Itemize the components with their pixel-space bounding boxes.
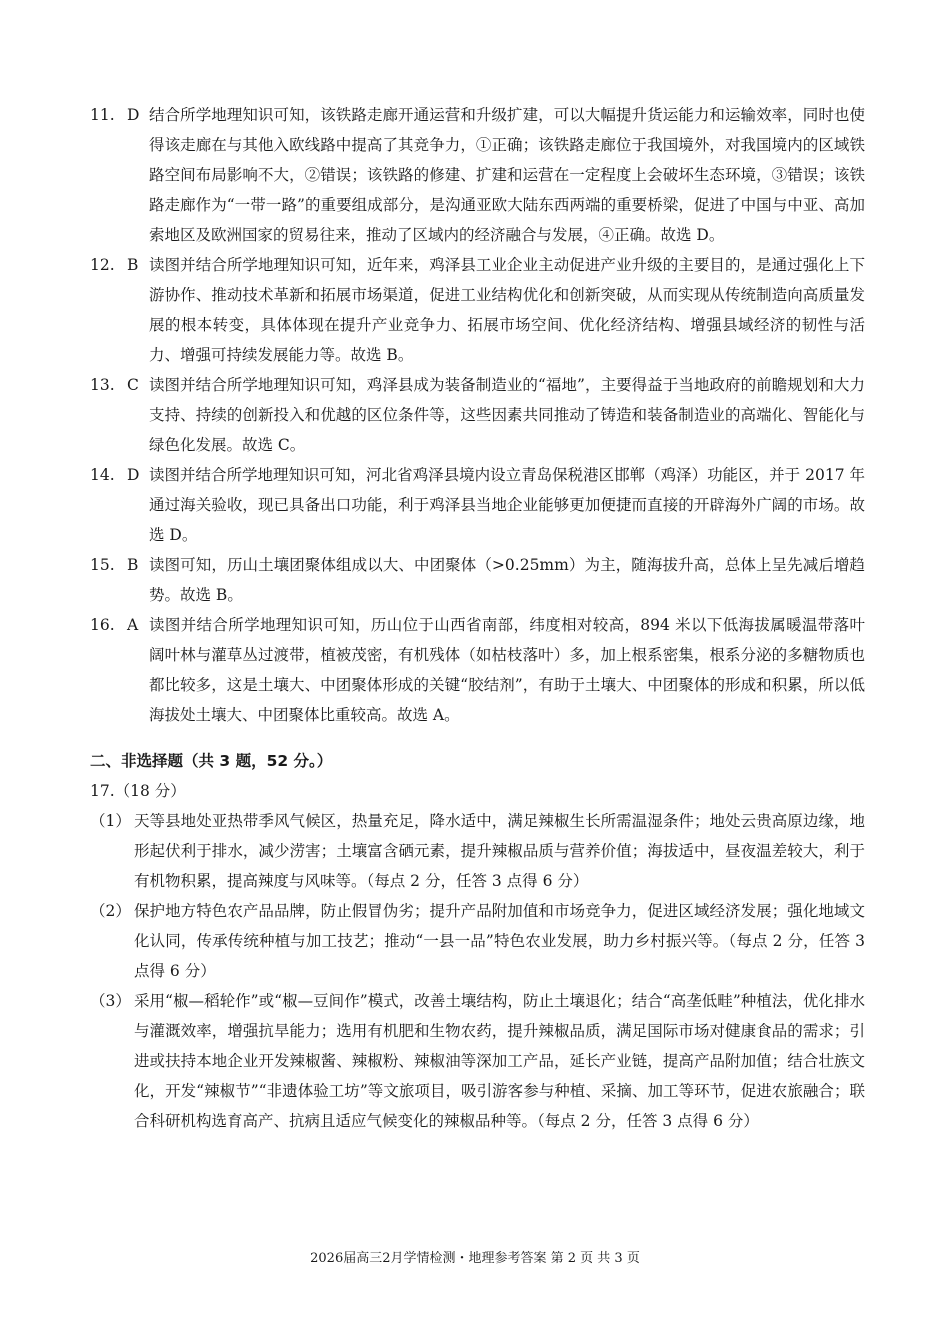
answer-item-15 (90, 550, 865, 610)
sub-question-number: （3） (90, 992, 131, 1010)
answer-letter: D (127, 466, 140, 484)
sub-answer-text: 采用“椒—稻轮作”或“椒—豆间作”模式，改善土壤结构，防止土壤退化；结合“高垄低畦”种植法，优化排水与灌溉效率，增强抗旱能力；选用有机肥和生物农药，提升辣椒品质，满足国际市场对健康食品的需求；引进或扶持本地企业开发辣椒酱、辣椒粉、辣椒油等深加工产品，延长产业链，提高产品附加值；结合壮族文化，开发“辣椒节”“非遗体验工坊”等文旅项目，吸引游客参与种植、采摘、加工等环节，促进农旅融合；联合科研机构选育高产、抗病且适应气候变化的辣椒品种等。（每点 2 分，任答 3 点得 6 分） (134, 992, 865, 1130)
question-number: 12. (90, 256, 115, 274)
sub-question-number: （2） (90, 902, 131, 920)
question-17-answers (90, 806, 865, 1136)
choice-answer-list (90, 100, 865, 730)
question-number: 13. (90, 376, 115, 394)
question-number: 14. (90, 466, 115, 484)
answer-explanation: 读图并结合所学地理知识可知，近年来，鸡泽县工业企业主动促进产业升级的主要目的，是通过强化上下游协作、推动技术革新和拓展市场渠道，促进工业结构优化和创新突破，从而实现从传统制造向高质量发展的根本转变，具体体现在提升产业竞争力、拓展市场空间、优化经济结构、增强县域经济的韧性与活力、增强可持续发展能力等。故选 B。 (149, 256, 865, 364)
page-footer: 2026届高三2月学情检测・地理参考答案 第 2 页 共 3 页 (310, 1251, 640, 1266)
answer-letter: A (127, 616, 139, 634)
answer-explanation: 读图并结合所学地理知识可知，历山位于山西省南部，纬度相对较高，894 米以下低海拔属暖温带落叶阔叶林与灌草丛过渡带，植被茂密，有机残体（如枯枝落叶）多，加上根系密集，根系分泌的多糖物质也都比较多，这是土壤大、中团聚体形成的关键“胶结剂”，有助于土壤大、中团聚体的形成和积累，所以低海拔处土壤大、中团聚体比重较高。故选 A。 (149, 616, 865, 724)
answer-item-16 (90, 610, 865, 730)
sub-answer-2 (90, 896, 865, 986)
section-heading: 二、非选择题（共 3 题，52 分。） (90, 752, 333, 770)
question-number: 15. (90, 556, 115, 574)
sub-answer-3 (90, 986, 865, 1136)
question-number: 11. (90, 106, 115, 124)
sub-answer-text: 天等县地处亚热带季风气候区，热量充足，降水适中，满足辣椒生长所需温湿条件；地处云贵高原边缘，地形起伏利于排水，减少涝害；土壤富含硒元素，提升辣椒品质与营养价值；海拔适中，昼夜温差较大，利于有机物积累，提高辣度与风味等。（每点 2 分，任答 3 点得 6 分） (134, 812, 865, 890)
answer-letter: D (127, 106, 140, 124)
answer-item-12 (90, 250, 865, 370)
question-number: 16. (90, 616, 115, 634)
answer-explanation: 结合所学地理知识可知，该铁路走廊开通运营和升级扩建，可以大幅提升货运能力和运输效率，同时也使得该走廊在与其他入欧线路中提高了其竞争力，①正确；该铁路走廊位于我国境外，对我国境内的区域铁路空间布局影响不大，②错误；该铁路的修建、扩建和运营在一定程度上会破坏生态环境，③错误；该铁路走廊作为“一带一路”的重要组成部分，是沟通亚欧大陆东西两端的重要桥梁，促进了中国与中亚、高加索地区及欧洲国家的贸易往来，推动了区域内的经济融合与发展，④正确。故选 D。 (149, 106, 865, 244)
answer-letter: B (127, 556, 139, 574)
answer-item-11 (90, 100, 865, 250)
sub-answer-text: 保护地方特色农产品品牌，防止假冒伪劣；提升产品附加值和市场竞争力，促进区域经济发展；强化地域文化认同，传承传统种植与加工技艺；推动“一县一品”特色农业发展，助力乡村振兴等。（每点 2 分，任答 3 点得 6 分） (134, 902, 865, 980)
answer-explanation: 读图可知，历山土壤团聚体组成以大、中团聚体（>0.25mm）为主，随海拔升高，总体上呈先减后增趋势。故选 B。 (149, 556, 865, 604)
answer-item-14 (90, 460, 865, 550)
answer-letter: B (127, 256, 139, 274)
sub-question-number: （1） (90, 812, 131, 830)
sub-answer-1 (90, 806, 865, 896)
answer-explanation: 读图并结合所学地理知识可知，河北省鸡泽县境内设立青岛保税港区邯郸（鸡泽）功能区，并于 2017 年通过海关验收，现已具备出口功能，利于鸡泽县当地企业能够更加便捷而直接的开辟海外广阔的市场。故选 D。 (149, 466, 865, 544)
question-17-header: 17.（18 分） (90, 782, 186, 800)
page-content (90, 100, 865, 1136)
answer-explanation: 读图并结合所学地理知识可知，鸡泽县成为装备制造业的“福地”，主要得益于当地政府的前瞻规划和大力支持、持续的创新投入和优越的区位条件等，这些因素共同推动了铸造和装备制造业的高端化、智能化与绿色化发展。故选 C。 (149, 376, 865, 454)
answer-item-13 (90, 370, 865, 460)
answer-letter: C (127, 376, 139, 394)
